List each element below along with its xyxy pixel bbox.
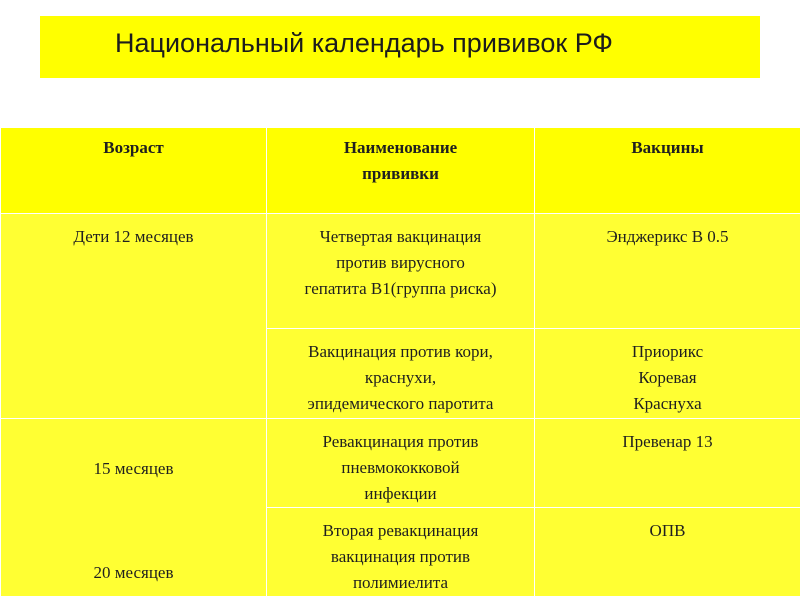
name-line: вакцинация против [330,547,471,566]
table-row [1,214,800,329]
name-line: Вторая ревакцинация [322,521,479,540]
vaccine-line: ОПВ [649,521,686,540]
name-line: эпидемического паротита [307,394,494,413]
header-age [1,128,267,214]
vaccination-name-cell [267,214,535,329]
header-name-line-2: прививки [362,164,439,183]
header-vaccines-label: Вакцины [631,138,704,157]
vaccine-line: Приорикс [631,342,704,361]
vaccination-name-cell [267,508,535,597]
name-line: гепатита В1(группа риска) [304,279,497,298]
vaccination-name-cell [267,329,535,419]
vaccine-line: Превенар 13 [622,432,713,451]
vaccine-line: Энджерикс В 0.5 [606,227,729,246]
name-line: против вирусного [336,253,465,272]
vaccines-cell [535,419,800,508]
name-line: Вакцинация против кори, [308,342,493,361]
name-line: Четвертая вакцинация [319,227,482,246]
age-label: Дети 12 месяцев [73,227,194,246]
age-cell-12-months [1,214,267,419]
age-cell-15-20-months [1,419,267,597]
vaccination-schedule-table [0,127,800,597]
header-name-line-1: Наименование [343,138,458,157]
name-line: краснухи, [364,368,437,387]
header-name [267,128,535,214]
age-label: 15 месяцев [93,459,174,478]
name-line: инфекции [364,484,437,503]
vaccine-line: Коревая [638,368,697,387]
header-vaccines [535,128,800,214]
header-age-label: Возраст [103,138,164,157]
vaccines-cell [535,508,800,597]
vaccine-line: Краснуха [633,394,702,413]
vaccination-name-cell [267,419,535,508]
table-row [1,419,800,508]
vaccines-cell [535,214,800,329]
name-line: Ревакцинация против [322,432,479,451]
vaccines-cell [535,329,800,419]
age-label: 20 месяцев [93,563,174,582]
table-header-row [1,128,800,214]
name-line: полимиелита [352,573,449,592]
page-title: Национальный календарь прививок РФ [115,28,613,58]
title-box [40,16,760,78]
name-line: пневмококковой [341,458,460,477]
